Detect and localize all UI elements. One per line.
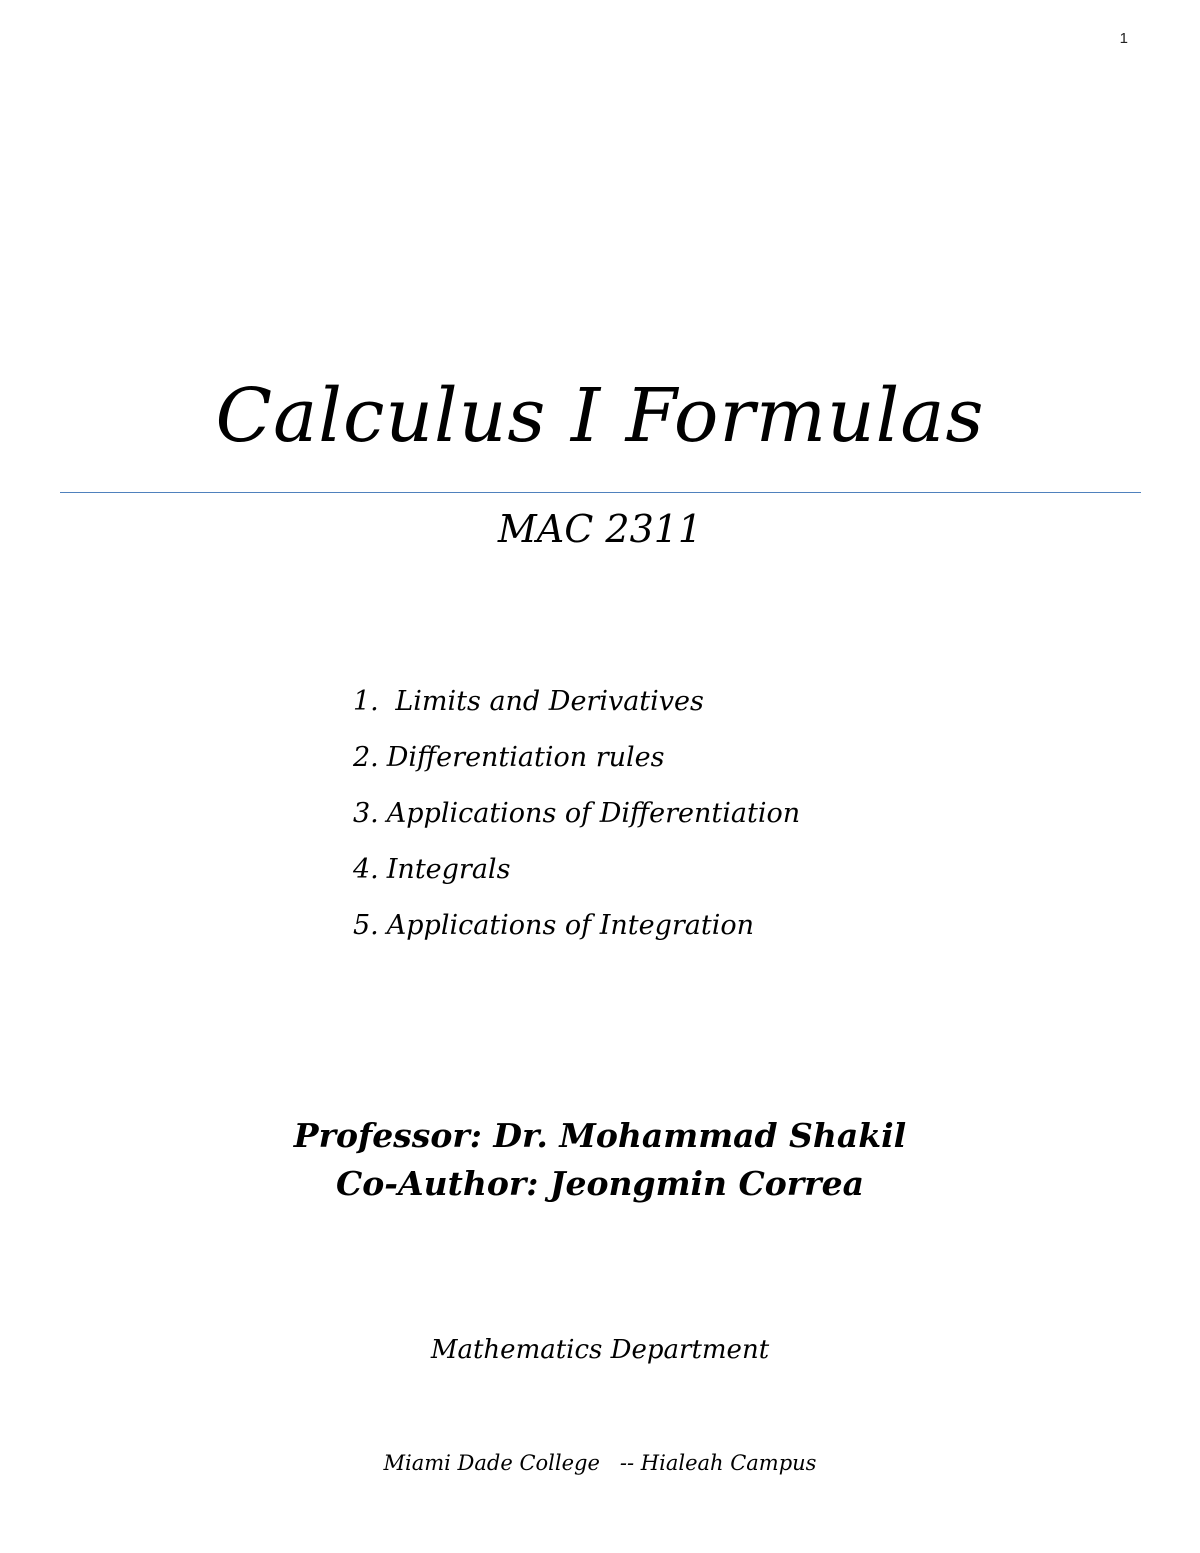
coauthor-line: Co-Author: Jeongmin Correa — [336, 1164, 864, 1203]
toc-item-label: Integrals — [386, 854, 511, 885]
toc-item-integrals — [353, 850, 800, 906]
department-name: Mathematics Department — [430, 1335, 770, 1365]
toc-item-applications-of-differentiation — [353, 794, 800, 850]
document-title: Calculus I Formulas — [215, 373, 985, 459]
table-of-contents — [353, 682, 800, 962]
toc-item-label: Limits and Derivatives — [386, 686, 704, 717]
toc-item-limits-and-derivatives — [353, 682, 800, 738]
professor-line: Professor: Dr. Mohammad Shakil — [293, 1116, 907, 1155]
toc-item-number: 3. — [353, 798, 379, 829]
toc-item-number: 1. — [353, 686, 379, 717]
toc-item-differentiation-rules — [353, 738, 800, 794]
toc-item-label: Differentiation rules — [386, 742, 665, 773]
toc-item-number: 4. — [353, 854, 379, 885]
toc-item-number: 2. — [353, 742, 379, 773]
college-campus: Miami Dade College -- Hialeah Campus — [383, 1451, 817, 1475]
toc-item-label: Applications of Integration — [386, 910, 755, 941]
toc-item-number: 5. — [353, 910, 379, 941]
author-block — [0, 1112, 1200, 1208]
toc-item-applications-of-integration — [353, 906, 800, 962]
page-number: 1 — [1119, 30, 1128, 47]
toc-item-label: Applications of Differentiation — [386, 798, 801, 829]
title-divider — [60, 492, 1141, 493]
course-code: MAC 2311 — [497, 507, 703, 551]
